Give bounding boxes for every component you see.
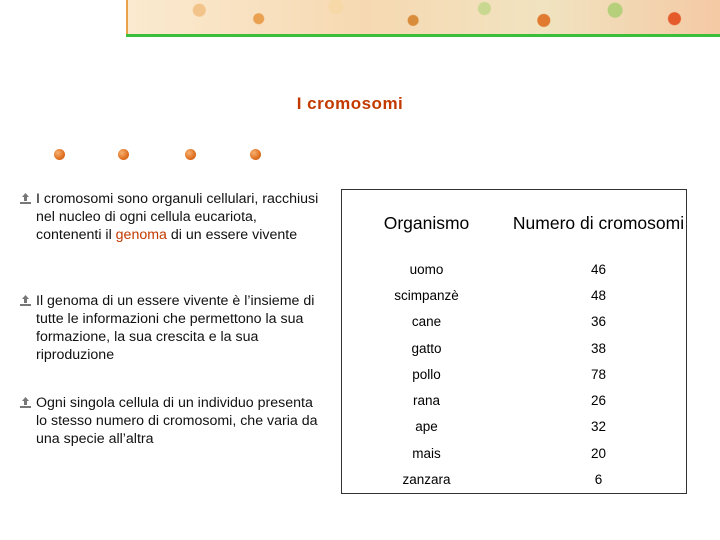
organism-cell: zanzara: [402, 472, 451, 488]
arrow-bullet-icon: [20, 295, 31, 306]
count-cell: 48: [590, 287, 607, 303]
organism-cell: gatto: [411, 340, 442, 356]
organism-cell: scimpanzè: [394, 287, 459, 303]
decorative-dot: [250, 149, 261, 160]
organism-cell: mais: [412, 445, 441, 461]
genoma-highlight: genoma: [115, 227, 167, 243]
header-numero-cromosomi: Numero di cromosomi: [512, 213, 685, 233]
table-row: [342, 335, 687, 361]
organism-cell: ape: [415, 419, 438, 435]
table-row: [342, 440, 687, 466]
arrow-bullet-icon: [20, 397, 31, 408]
bullet-item: [20, 292, 325, 364]
slide-title: I cromosomi: [296, 94, 404, 113]
decorative-dot: [185, 149, 196, 160]
bullet-item: [20, 190, 325, 244]
table-row: [342, 282, 687, 308]
bullet-text: Ogni singola cellula di un individuo presenta lo stesso numero di cromosomi, che varia da una specie all’altra: [36, 395, 318, 447]
table-header-row: [342, 190, 687, 257]
organism-cell: cane: [411, 314, 442, 330]
count-cell: 78: [590, 366, 607, 382]
header-divider: [126, 34, 720, 37]
bullet-text-part: I cromosomi sono organuli cellulari, racchiusi nel nucleo di ogni cellula eucariota, contenenti il: [36, 191, 319, 243]
organism-cell: rana: [412, 393, 441, 409]
decorative-dot: [118, 149, 129, 160]
arrow-bullet-icon: [20, 193, 31, 204]
table-row: [342, 466, 687, 493]
decorative-dot: [54, 149, 65, 160]
table-row: [342, 414, 687, 440]
count-cell: 36: [590, 314, 607, 330]
count-cell: 32: [590, 419, 607, 435]
table-row: [342, 361, 687, 387]
count-cell: 46: [590, 261, 607, 277]
count-cell: 26: [590, 393, 607, 409]
bullet-item: [20, 394, 325, 448]
organism-cell: pollo: [412, 366, 441, 382]
bullet-text-part: di un essere vivente: [166, 227, 298, 243]
table-row: [342, 387, 687, 413]
chromosome-table: [341, 189, 687, 494]
table-row: [342, 309, 687, 335]
header-organismo: Organismo: [383, 213, 470, 233]
header-banner-image: [126, 0, 720, 34]
count-cell: 38: [590, 340, 607, 356]
table-row: [342, 256, 687, 282]
count-cell: 20: [590, 445, 607, 461]
count-cell: 6: [594, 472, 603, 488]
bullet-text: Il genoma di un essere vivente è l’insieme di tutte le informazioni che permettono la sua formazione, la sua crescita e la sua riproduzione: [36, 293, 315, 363]
organism-cell: uomo: [409, 261, 444, 277]
